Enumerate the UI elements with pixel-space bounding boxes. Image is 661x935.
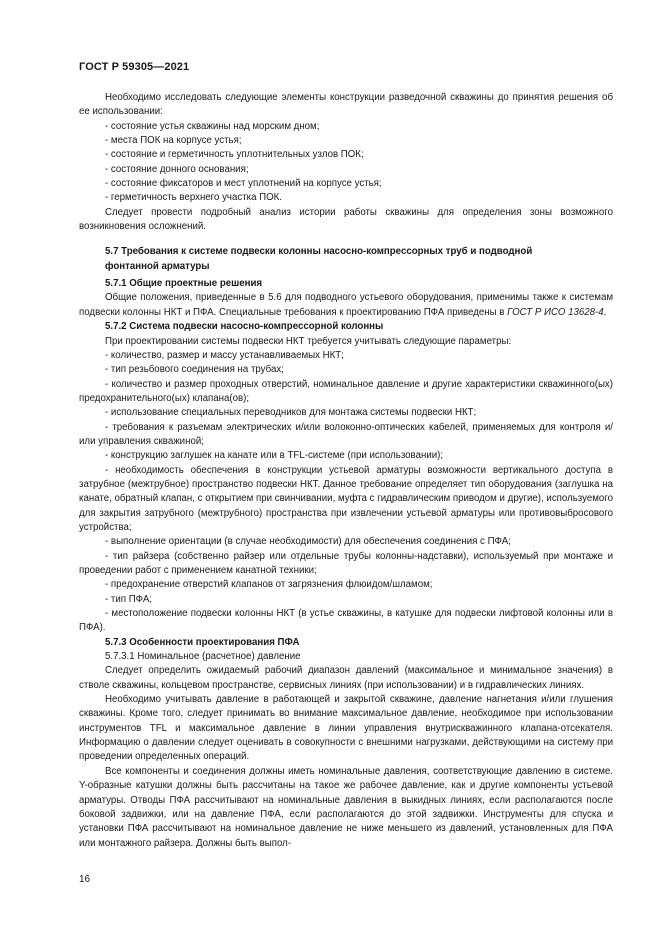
list-item: - необходимость обеспечения в конструкции устьевой арматуры возможности вертикального доступа в затрубное (межтрубное) пространство подвески НКТ. Данное требование определяет тип оборудования (заглушка на канате, обратный клапан, с открытием при свинчивании, муфта с гидравлическим приводом и другие), используемого для закрытия затрубного (межтрубного) пространства при извлечении устьевой арматуры или противовыбросового устройства;: [79, 464, 613, 533]
list-item: - состояние устья скважины над морским дном;: [105, 120, 320, 132]
list-item: - предохранение отверстий клапанов от загрязнения флюидом/шламом;: [105, 579, 433, 591]
paragraph: Все компоненты и соединения должны иметь номинальные давления, соответствующие давлению в системе. Y-образные катушки должны быть рассчитаны на такое же рабочее давление, как и другие компоненты устьевой арматуры. Отводы ПФА рассчитывают на номинальные давления в выкидных линиях, если располагаются после боковой задвижки, или на давление ПФА, если располагаются до этой задвижки. Инструменты для спуска и установки ПФА рассчитывают на номинальное давление не ниже меньшего из давлений, установленных для ПФА или монтажного райзера. Должны быть выпол-: [79, 765, 613, 849]
standard-reference: ГОСТ Р ИСО 13628-4: [507, 306, 604, 318]
subsection-heading: 5.7.3 Особенности проектирования ПФА: [105, 636, 300, 648]
list-item: - конструкцию заглушек на канате или в TFL-системе (при использовании);: [105, 450, 444, 462]
list-item: - тип резьбового соединения на трубах;: [105, 364, 284, 376]
list-item: - выполнение ориентации (в случае необходимости) для обеспечения соединения с ПФА;: [105, 536, 511, 548]
subsubsection-heading: 5.7.3.1 Номинальное (расчетное) давление: [105, 651, 301, 663]
subsection-heading: 5.7.2 Система подвески насосно-компрессорной колонны: [105, 321, 384, 333]
list-item: - состояние донного основания;: [105, 163, 249, 175]
list-item: - состояние и герметичность уплотнительных узлов ПОК;: [105, 149, 364, 161]
page-number: 16: [79, 874, 91, 885]
subsection-heading: 5.7.1 Общие проектные решения: [105, 278, 263, 290]
list-item: - тип ПФА;: [105, 593, 152, 605]
list-item: - местоположение подвески колонны НКТ (в устье скважины, в катушке для подвески лифтовой колонны или в ПФА).: [79, 608, 613, 634]
section-heading: [79, 245, 613, 274]
list-item: - места ПОК на корпусе устья;: [105, 135, 242, 147]
paragraph: [79, 291, 613, 320]
document-header: ГОСТ Р 59305—2021: [79, 61, 190, 73]
list-item: - состояние фиксаторов и мест уплотнений на корпусе устья;: [105, 178, 382, 190]
paragraph-text: Общие положения, приведенные в 5.6 для подводного устьевого оборудования, применимы также к системам подвески колонны НКТ и ПФА. Специальные требования к проектированию ПФА приведены в: [79, 292, 613, 318]
paragraph: Необходимо исследовать следующие элементы конструкции разведочной скважины до принятия решения об ее использовании:: [79, 92, 613, 118]
section-heading-line: фонтанной арматуры: [105, 260, 210, 272]
list-item: - использование специальных переводников для монтажа системы подвески НКТ;: [105, 407, 477, 419]
paragraph: При проектировании системы подвески НКТ требуется учитывать следующие параметры:: [105, 335, 512, 347]
paragraph: Следует определить ожидаемый рабочий диапазон давлений (максимальное и минимальное значения) в стволе скважины, кольцевом пространстве, сервисных линиях (при использовании) и в гидравлических линиях.: [79, 665, 613, 691]
paragraph-text: .: [603, 306, 607, 318]
list-item: - количество, размер и массу устанавливаемых НКТ;: [105, 349, 344, 361]
paragraph: Следует провести подробный анализ истории работы скважины для определения зоны возможного возникновения осложнений.: [79, 206, 613, 233]
list-item: - герметичность верхнего участка ПОК.: [105, 192, 282, 204]
section-heading-line: 5.7 Требования к системе подвески колонны насосно-компрессорных труб и подводной: [105, 246, 533, 258]
list-item: - количество и размер проходных отверстий, номинальное давление и другие характеристики скважинного(ых) предохранительного(ых) клапана(ов);: [79, 378, 613, 404]
document-body: [79, 91, 613, 851]
spacer: [79, 234, 613, 245]
list-item: - тип райзера (собственно райзер или отдельные трубы колонны-надставки), используемый при монтаже и проведении работ с применением канатной техники;: [79, 550, 613, 576]
list-item: - требования к разъемам электрических и/или волоконно-оптических кабелей, применяемых для контроля и/или управления скважиной;: [79, 421, 613, 447]
paragraph: Необходимо учитывать давление в работающей и закрытой скважине, давление нагнетания и/или глушения скважины. Кроме того, следует принимать во внимание максимальное давление, необходимое при использовании инструментов TFL и максимальное давление в линии управления внутрискважинного клапана-отсекателя. Информацию о давлении следует оценивать в совокупности с внешними нагрузками, действующими на систему при проведении определенных операций.: [79, 694, 613, 763]
